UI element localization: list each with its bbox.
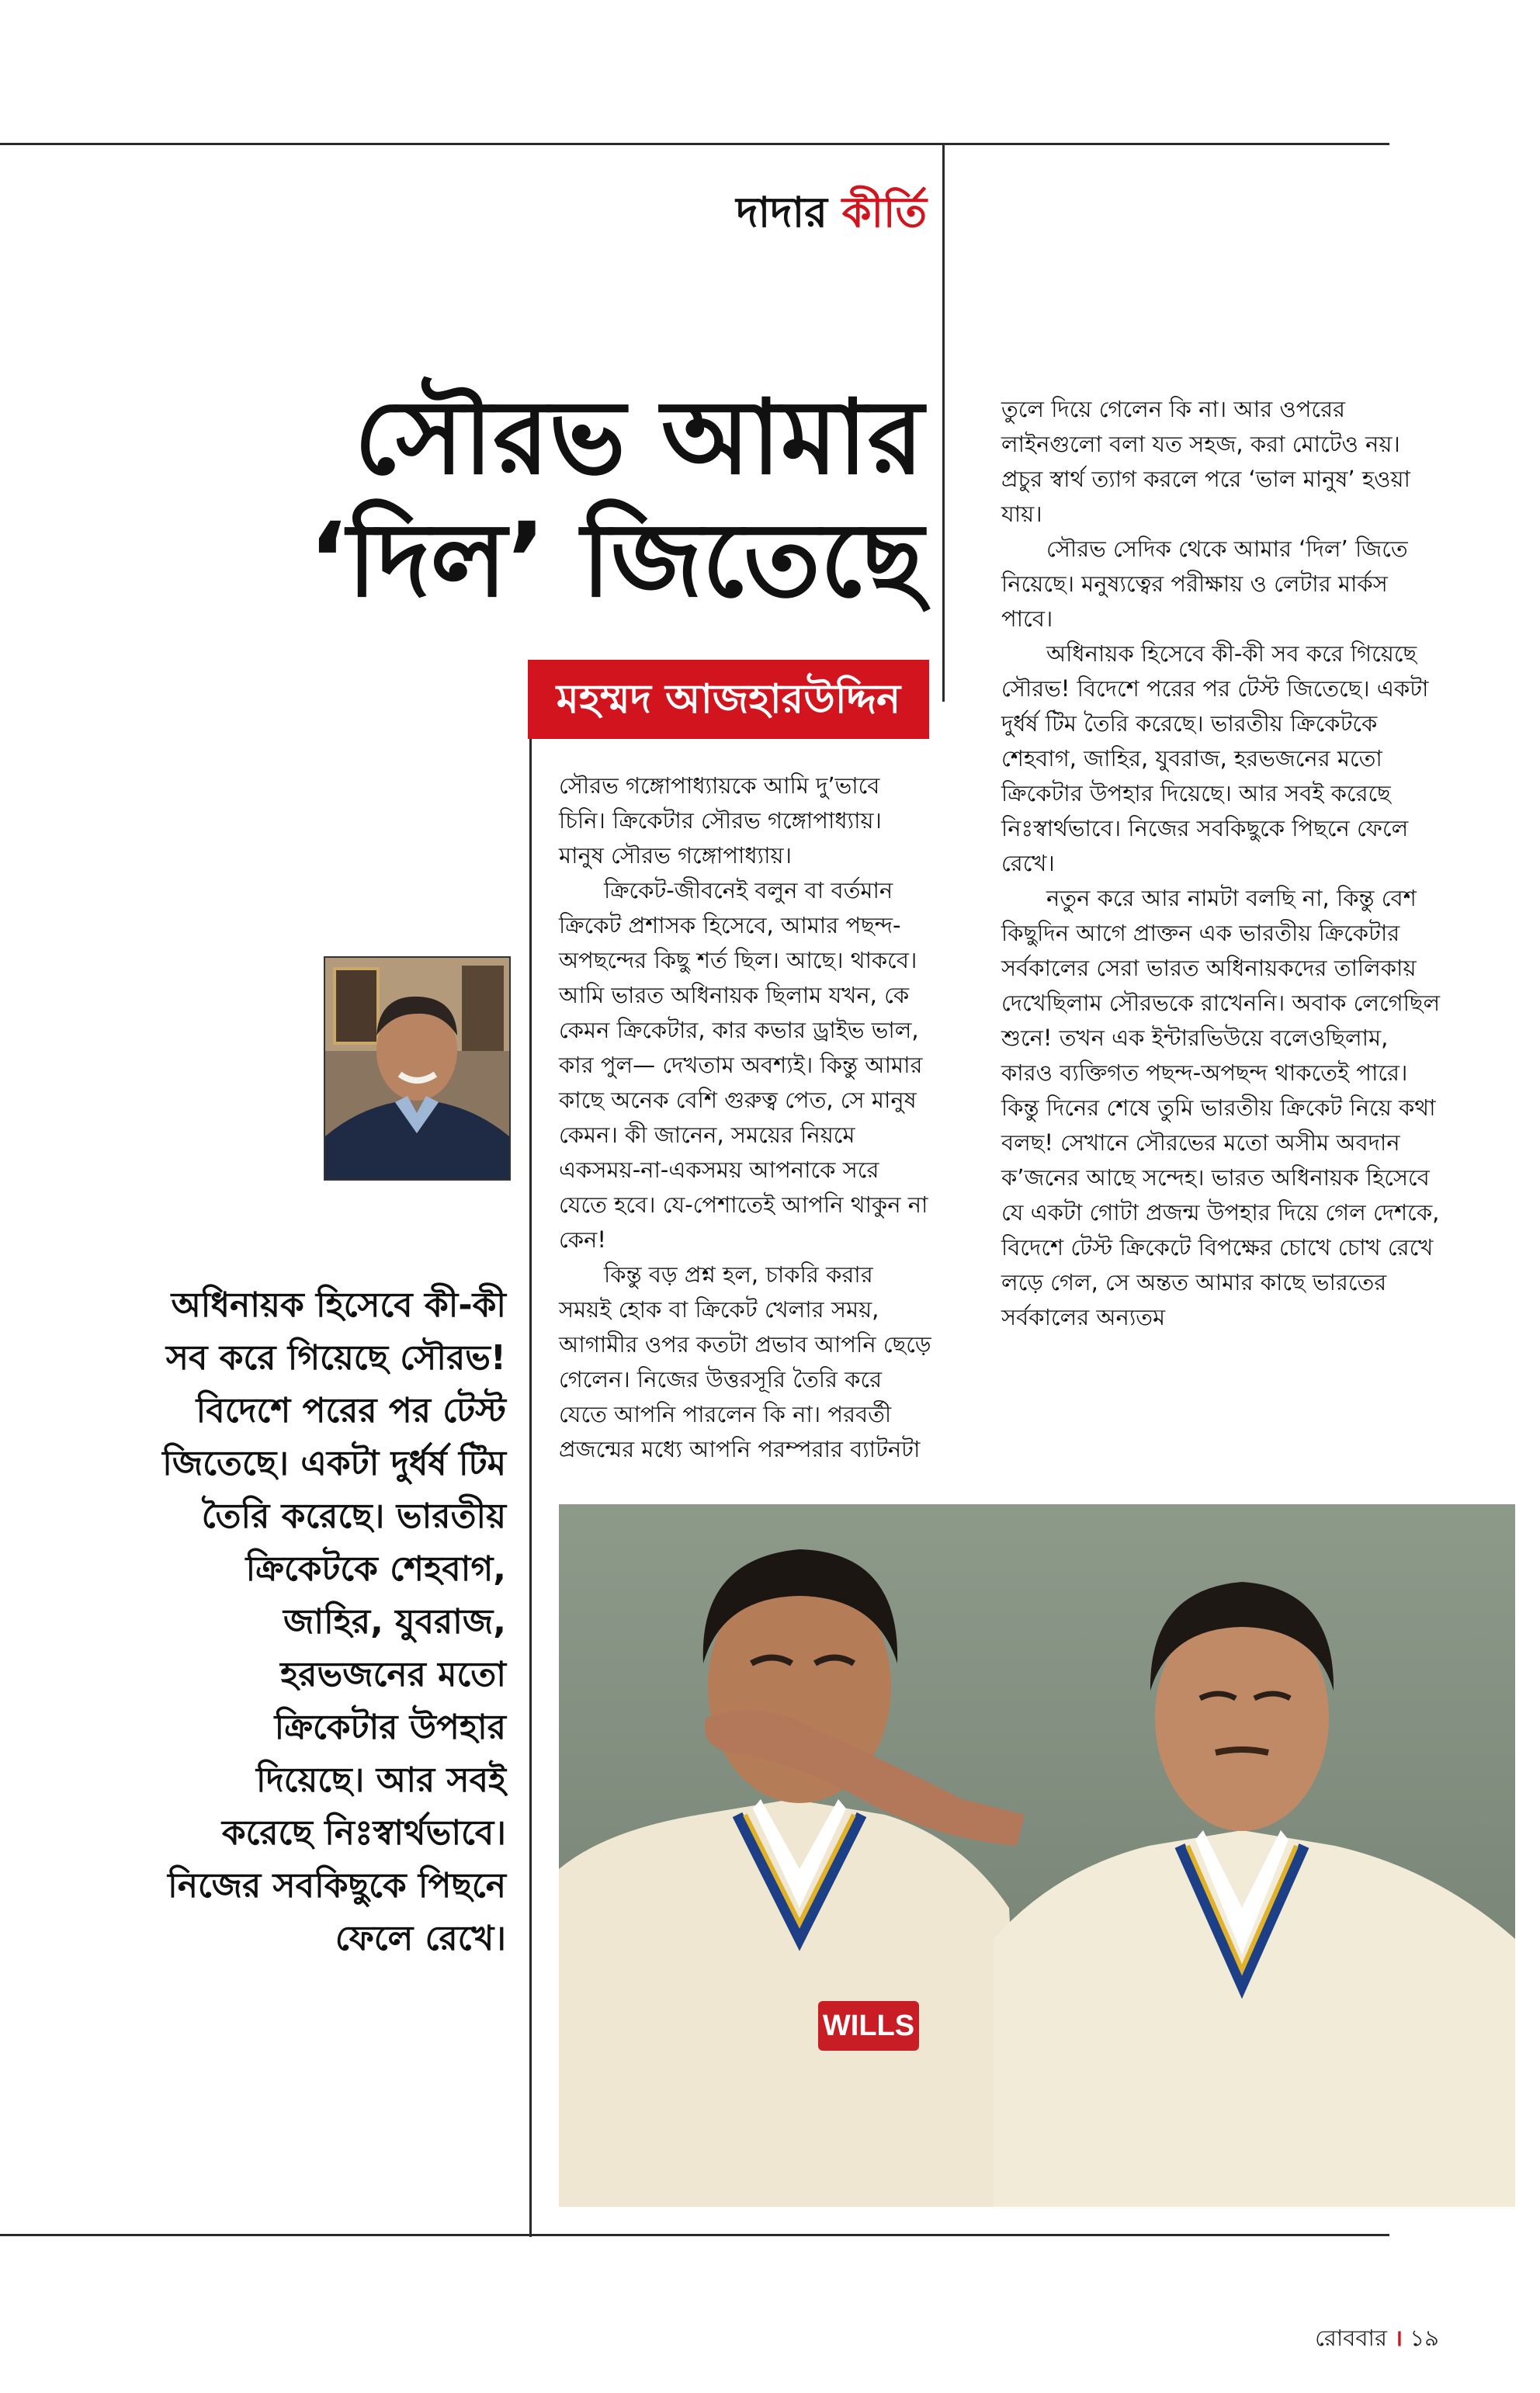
pull-quote-line: তৈরি করেছে। ভারতীয় — [201, 1496, 506, 1536]
main-photo — [559, 1504, 1515, 2207]
top-rule — [0, 143, 1389, 145]
pull-quote-line: বিদেশে পরের পর টেস্ট — [196, 1391, 506, 1431]
bottom-rule — [0, 2234, 1389, 2236]
paragraph: সৌরভ সেদিক থেকে আমার ‘দিল’ জিতে নিয়েছে। মনুষ্যত্বের পরীক্ষায় ও লেটার মার্কস পাবে। — [1001, 536, 1408, 632]
section-label — [736, 180, 927, 250]
cricketers-photo — [559, 1504, 1515, 2207]
section-label-highlight: কীর্তি — [841, 188, 927, 237]
headline — [225, 376, 924, 622]
page-number: ১৯ — [1410, 2325, 1439, 2351]
article-column-right — [1001, 392, 1444, 1335]
pull-quote-line: অধিনায়ক হিসেবে কী-কী — [171, 1285, 506, 1325]
pull-quote-line: জাহির, যুবরাজ, — [283, 1602, 506, 1642]
pull-quote-line: ক্রিকেটার উপহার — [274, 1708, 506, 1747]
paragraph: অধিনায়ক হিসেবে কী-কী সব করে গিয়েছে সৌরভ! বিদেশে পরের পর টেস্ট জিতেছে। একটা দুর্ধর্ষ টিম তৈরি করেছে। ভারতীয় ক্রিকেটকে শেহবাগ, জাহির, যুবরাজ, হরভজনের মতো ক্রিকেটার উপহার দিয়েছে। আর সবই করেছে নিঃস্বার্থভাবে। নিজের সবকিছুকে পিছনে ফেলে রেখে। — [1001, 640, 1429, 876]
pull-quote-line: ক্রিকেটকে শেহবাগ, — [245, 1549, 506, 1589]
pull-quote-line: জিতেছে। একটা দুর্ধর্ষ টিম — [162, 1444, 506, 1483]
paragraph: ক্রিকেট-জীবনেই বলুন বা বর্তমান ক্রিকেট প্রশাসক হিসেবে, আমার পছন্দ-অপছন্দের কিছু শর্ত ছিল। আছে। থাকবে। আমি ভারত অধিনায়ক ছিলাম যখন, কে কেমন ক্রিকেটার, কার কভার ড্রাইভ ভাল, কার পুল— দেখতাম অবশ্যই। কিন্তু আমার কাছে অনেক বেশি গুরুত্ব পেত, সে মানুষ কেমন। কী জানেন, সময়ের নিয়মে একসময়-না-একসময় আপনাকে সরে যেতে হবে। যে-পেশাতেই আপনি থাকুন না কেন! — [559, 877, 928, 1253]
pull-quote-line: হরভজনের মতো — [280, 1655, 506, 1694]
pull-quote-line: নিজের সবকিছুকে পিছনে — [168, 1866, 506, 1906]
page-footer — [1315, 2321, 1439, 2359]
pull-quote-line: সব করে গিয়েছে সৌরভ! — [165, 1338, 506, 1378]
paragraph: তুলে দিয়ে গেলেন কি না। আর ওপরের লাইনগুলো বলা যত সহজ, করা মোটেও নয়। প্রচুর স্বার্থ ত্যাগ করলে পরে ‘ভাল মানুষ’ হওয়া যায়। — [1001, 396, 1410, 527]
pull-quote-line: ফেলে রেখে। — [335, 1919, 506, 1958]
author-byline: মহম্মদ আজহারউদ্দিন — [528, 660, 929, 739]
author-portrait-image — [325, 958, 509, 1179]
headline-line-2: ‘দিল’ জিতেছে — [308, 501, 924, 620]
headline-line-1: সৌরভ আমার — [354, 378, 924, 498]
paragraph: সৌরভ গঙ্গোপাধ্যায়কে আমি দু’ভাবে চিনি। ক্রিকেটার সৌরভ গঙ্গোপাধ্যায়। মানুষ সৌরভ গঙ্গোপাধ্যায়। — [559, 772, 882, 869]
shirt-badge: WILLS — [822, 2010, 915, 2042]
section-label-prefix: দাদার — [736, 188, 827, 237]
article-column-middle — [559, 768, 931, 1467]
pull-quote — [116, 1279, 506, 1965]
author-portrait — [324, 956, 511, 1181]
paragraph: কিন্তু বড় প্রশ্ন হল, চাকরি করার সময়ই হোক বা ক্রিকেট খেলার সময়, আগামীর ওপর কতটা প্রভাব আপনি ছেড়ে গেলেন। নিজের উত্তরসূরি তৈরি করে যেতে আপনি পারলেন কি না। পরবর্তী প্রজন্মের মধ্যে আপনি পরম্পরার ব্যাটনটা — [559, 1261, 931, 1462]
pull-quote-line: দিয়েছে। আর সবই — [256, 1760, 506, 1800]
magazine-name: রোববার — [1315, 2325, 1387, 2351]
pull-quote-line: করেছে নিঃস্বার্থভাবে। — [221, 1813, 506, 1853]
paragraph: নতুন করে আর নামটা বলছি না, কিন্তু বেশ কিছুদিন আগে প্রাক্তন এক ভারতীয় ক্রিকেটার সর্বকালের সেরা ভারত অধিনায়কদের তালিকায় দেখেছিলাম সৌরভকে রাখেননি। অবাক লেগেছিল শুনে! তখন এক ইন্টারভিউয়ে বলেওছিলাম, কারও ব্যক্তিগত পছন্দ-অপছন্দ থাকতেই পারে। কিন্তু দিনের শেষে তুমি ভারতীয় ক্রিকেট নিয়ে কথা বলছ! সেখানে সৌরভের মতো অসীম অবদান ক’জনের আছে সন্দেহ। ভারত অধিনায়ক হিসেবে যে একটা গোটা প্রজন্ম উপহার দিয়ে গেল দেশকে, বিদেশে টেস্ট ক্রিকেটে বিপক্ষের চোখে চোখ রেখে লড়ে গেল, সে অন্তত আমার কাছে ভারতের সর্বকালের অন্যতম — [1001, 885, 1441, 1330]
column-divider-left — [529, 739, 532, 2237]
column-divider-upper — [942, 143, 945, 702]
footer-separator: । — [1394, 2325, 1403, 2351]
